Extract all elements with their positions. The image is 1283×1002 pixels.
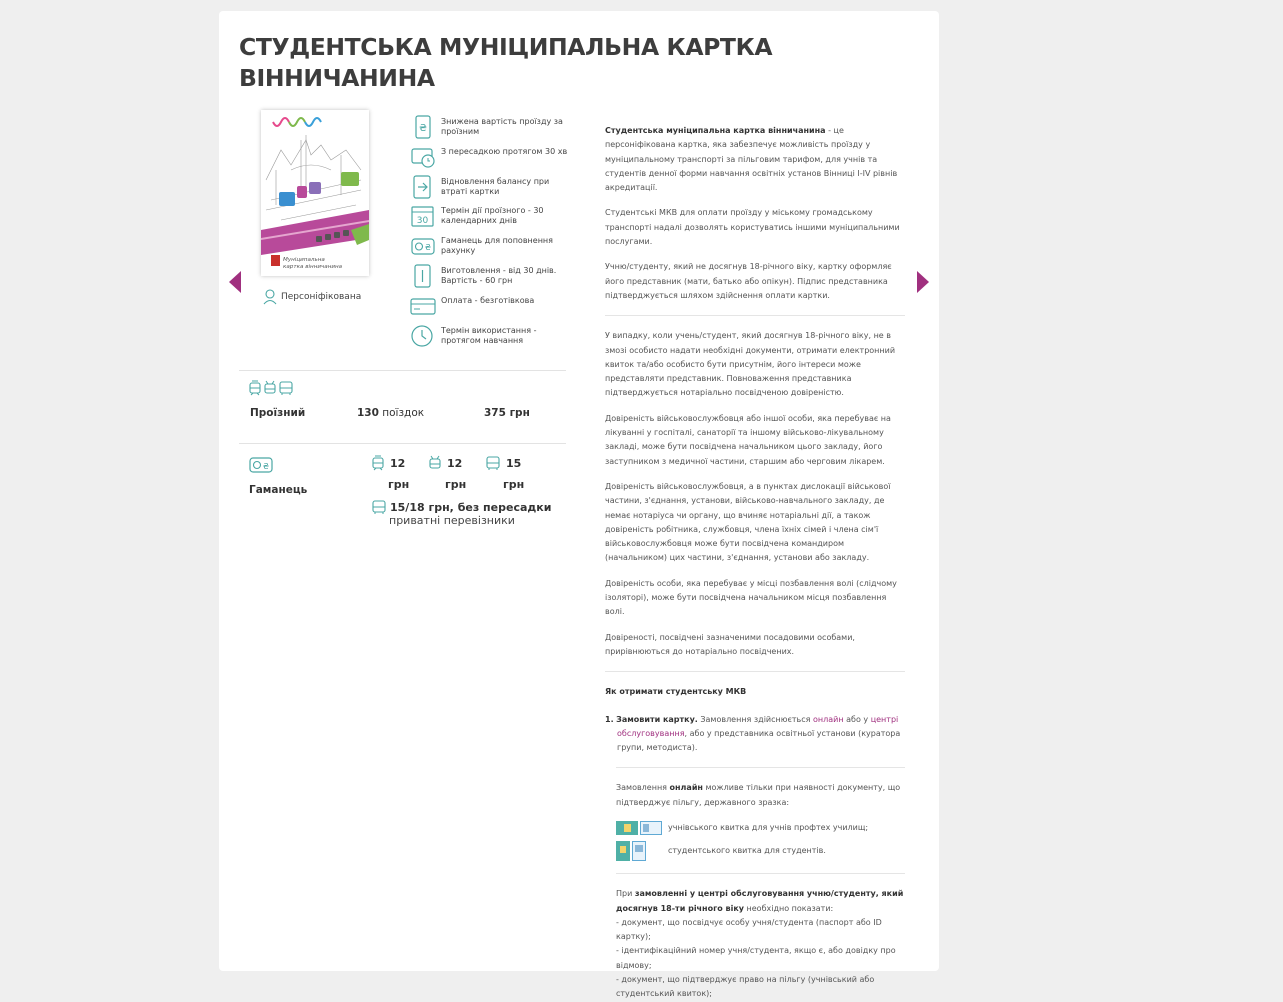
feature-text: Відновлення балансу при втраті картки <box>441 176 550 196</box>
svg-text:₴: ₴ <box>419 123 427 134</box>
pass-label: Проїзний <box>250 407 306 419</box>
paragraph: Довіреність військовослужбовця, а в пунктах дислокації військової частини, з'єднання, установи, військово-навчального закладу, де немає нотаріуса чи органу, що вчиняє нотаріальні дії, а також довіреність робітника, службовця, члена їхніх сімей і члена сім'ї військовослужбовця може бути посвідчена командиром (начальником) цих частини, з'єднання, установи або закладу. <box>605 481 891 563</box>
online-link[interactable]: онлайн <box>813 714 844 724</box>
card-caption <box>283 257 343 270</box>
card-caption-line2: картка вінничанина <box>283 263 343 270</box>
student-ticket-icon <box>616 821 638 835</box>
feature-item <box>410 115 575 145</box>
trolley-price-num: 12 <box>447 456 463 470</box>
private-carriers-label: приватні перевізники <box>389 514 515 527</box>
feature-item <box>410 264 575 294</box>
step-title: Замовити картку. <box>616 714 698 724</box>
divider <box>239 443 566 444</box>
student-card-inner-icon <box>632 841 646 861</box>
doc-item <box>616 821 905 835</box>
card-type-label: Персоніфікована <box>281 292 362 302</box>
pass-trips <box>357 407 424 419</box>
feature-text: Термін використання - протягом навчання <box>441 325 537 345</box>
student-id-icon <box>640 821 662 835</box>
step-text: , або у представника освітньої установи (куратора групи, методиста). <box>617 728 901 753</box>
feature-text: Оплата - безготівкова <box>441 295 535 305</box>
step-text: або у <box>843 714 871 724</box>
calendar-30-icon <box>410 204 436 228</box>
pass-trips-num: 130 <box>357 407 379 419</box>
wallet-tram-price <box>372 455 405 471</box>
center-note-text: При <box>616 889 635 899</box>
bus-icon <box>486 455 500 471</box>
online-note-text: можливе тільки при наявності документу, що підтверджує пільгу, державного зразка: <box>616 783 901 807</box>
bus-price-unit: грн <box>503 478 525 491</box>
wallet-trolley-unit <box>445 478 466 491</box>
card-type <box>263 289 361 305</box>
student-card-icon <box>616 841 630 861</box>
paragraph: Довіреність військовослужбовця або іншої особи, яка перебуває на лікуванні у госпіталі, санаторії та іншому військово-лікувальному закладі, може бути посвідчена начальником цього закладу, його заступником з медичної частини, старшим або черговим лікарем. <box>605 413 891 466</box>
tram-price-unit: грн <box>388 478 410 491</box>
paragraph <box>605 124 905 195</box>
feature-item <box>410 204 575 234</box>
svg-text:₴: ₴ <box>424 243 432 253</box>
step-number: 1. <box>605 714 614 724</box>
bus-price-num: 15 <box>506 456 522 470</box>
transfer-clock-icon <box>410 145 436 169</box>
svg-text:₴: ₴ <box>262 462 270 471</box>
card-image <box>261 110 369 276</box>
tram-price-num: 12 <box>390 456 406 470</box>
feature-item <box>410 324 575 354</box>
paragraph: Довіреність особи, яка перебуває у місці позбавлення волі (слідчому ізоляторі), може бути посвідчена начальником місця позбавлення волі. <box>605 578 897 617</box>
list-item: - ідентифікаційний номер учня/студента, якщо є, або довідку про відмову; <box>616 946 896 970</box>
next-arrow-icon[interactable] <box>916 270 930 294</box>
feature-item <box>410 294 575 324</box>
wallet-bus-unit <box>503 478 524 491</box>
card-caption-line1: Муніципальна <box>283 257 325 263</box>
feature-item <box>410 175 575 205</box>
doc-text: студентського квитка для студентів. <box>668 846 826 856</box>
pass-price: 375 грн <box>484 407 530 419</box>
private-price-text: 15/18 грн, без пересадки <box>390 500 552 514</box>
center-note <box>605 887 905 916</box>
description-column <box>605 124 905 1002</box>
step-text: Замовлення здійснюється <box>697 714 814 724</box>
hryvnia-card-icon <box>410 115 436 139</box>
doc-text: учнівського квитка для учнів профтех училищ; <box>668 822 869 832</box>
online-note-bold: онлайн <box>669 783 703 793</box>
paragraph: У випадку, коли учень/студент, який досягнув 18-річного віку, не в змозі особисто надати необхідні документи, отримати електронний квиток та/або особисто бути присутнім, його інтереси може представляти представник. Повноваження представника підтверджується нотаріально посвідченою довіреністю. <box>605 331 896 398</box>
service-center-link[interactable]: центрі обслуговування <box>617 714 899 738</box>
feature-text: Гаманець для поповнення рахунку <box>441 236 553 256</box>
divider <box>616 873 905 874</box>
doc-images <box>616 841 668 861</box>
pass-trips-unit: поїздок <box>382 407 425 419</box>
feature-list <box>410 115 575 353</box>
feature-text: З пересадкою протягом 30 хв <box>441 146 568 156</box>
step-1 <box>605 713 905 756</box>
balance-restore-icon <box>410 175 436 199</box>
doc-images <box>616 821 668 835</box>
paragraph: Довіреності, посвідчені зазначеними посадовими особами, прирівнюються до нотаріально посвідчених. <box>605 632 855 656</box>
list-item: - документ, що підтверджує право на пільгу (учнівський або студентський квиток); <box>616 975 875 999</box>
center-note-bold: замовленні у центрі обслуговування учню/студенту, який досягнув 18-ти річного віку <box>616 889 904 913</box>
divider <box>616 767 905 768</box>
doc-item <box>616 841 905 861</box>
wallet-trolley-price <box>429 455 462 471</box>
divider <box>605 671 905 672</box>
feature-item <box>410 145 575 175</box>
card-illustration <box>261 110 369 276</box>
online-note-text: Замовлення <box>616 783 670 793</box>
wallet-icon <box>410 234 436 258</box>
prev-arrow-icon[interactable] <box>228 270 242 294</box>
paragraph: Студентські МКВ для оплати проїзду у міському громадському транспорті надалі дозволять користуватись іншими муніципальними послугами. <box>605 208 900 247</box>
bus-icon <box>279 380 293 396</box>
bus-icon <box>372 499 386 515</box>
wallet-bus-price <box>486 455 521 471</box>
private-price <box>372 499 551 515</box>
how-to-title: Як отримати студентську МКВ <box>605 687 747 697</box>
list-item: - документ, що посвідчує особу учня/студента (паспорт або ID картку); <box>616 917 882 942</box>
page-title: СТУДЕНТСЬКА МУНІЦИПАЛЬНА КАРТКА ВІННИЧАНИНА <box>239 33 773 92</box>
usage-term-icon <box>410 324 436 348</box>
feature-text: Знижена вартість проїзду за проїзним <box>441 117 563 136</box>
divider <box>605 315 905 316</box>
svg-text:30: 30 <box>416 216 429 227</box>
tram-icon <box>249 380 261 396</box>
trolleybus-icon <box>429 455 441 471</box>
wallet-icon <box>249 456 273 474</box>
trolleybus-icon <box>264 380 276 396</box>
person-icon <box>263 289 277 305</box>
paragraph-rest: - це персоніфікована картка, яка забезпечує можливість проїзду у муніципальному транспорті за пільговим тарифом, для учнів та студентів денної форми навчання освітніх установ Вінниці І-IV рівнів акредитації. <box>605 126 898 193</box>
wallet-label: Гаманець <box>249 484 308 496</box>
online-note <box>605 781 905 810</box>
feature-item <box>410 234 575 264</box>
tram-icon <box>372 455 384 471</box>
divider <box>239 370 566 371</box>
feature-text: Виготовлення - від 30 днів. Вартість - 60 грн <box>441 265 557 285</box>
feature-text: Термін дії проїзного - 30 календарних днів <box>441 206 544 226</box>
trolley-price-unit: грн <box>445 478 467 491</box>
wallet-tram-unit <box>388 478 409 491</box>
paragraph: Учню/студенту, який не досягнув 18-річного віку, картку оформляє його представник (мати, батько або опікун). Підпис представника підтверджується шляхом здійснення оплати картки. <box>605 262 892 300</box>
transport-icons <box>249 380 293 396</box>
production-time-icon <box>410 264 436 288</box>
center-note-text: необхідно показати: <box>743 903 834 913</box>
cashless-icon <box>410 294 436 318</box>
paragraph-bold: Студентська муніципальна картка вінничанина <box>605 126 826 135</box>
